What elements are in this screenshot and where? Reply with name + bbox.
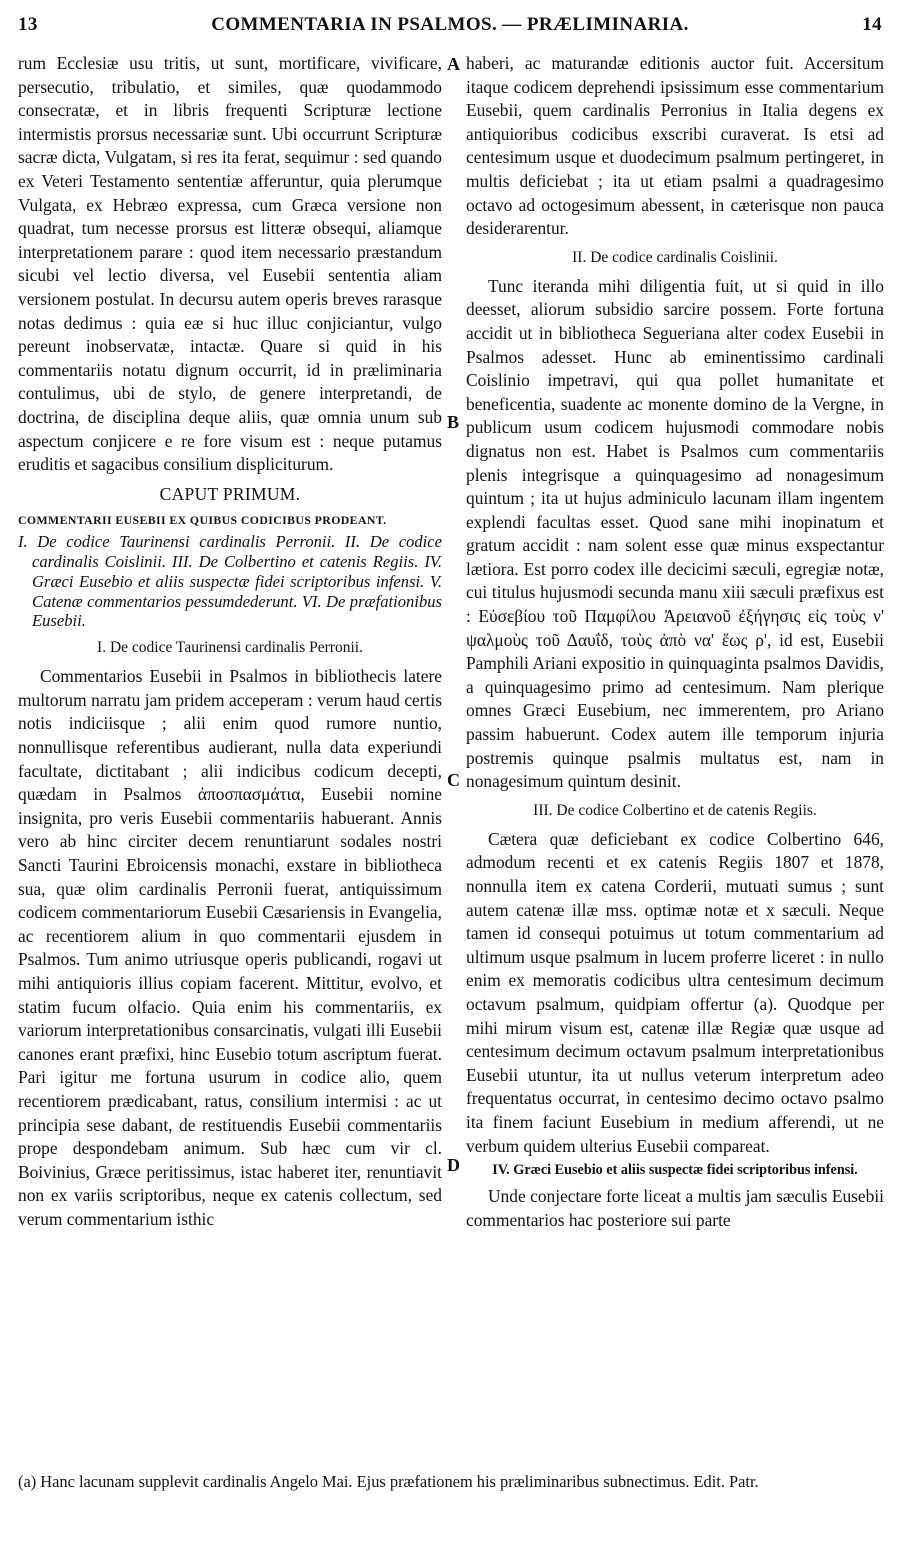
paragraph-graeci: Unde conjectare forte liceat a multis jam sæculis Eusebii commentarios hac posteriore sui parte [466,1186,884,1230]
margin-marker-d: D [447,1155,460,1175]
section-heading-1: I. De codice Taurinensi cardinalis Perronii. [97,639,363,657]
chapter-heading: CAPUT PRIMUM. [159,483,301,504]
paragraph-continuation: haberi, ac maturandæ editionis auctor fuit. Accersitum itaque codicem deprehendi ipsissimum esse commentarium Eusebii, quem cardinalis Perronius in Italia degens ex antiquioribus codicibus exscribi curaverat. Is etsi ad centesimum usque et duodecimum psalmum pertingeret, in multis deficiebat ; ita ut etiam psalmi a quadragesimo octavo ad octogesimum abessent, in cæterisque non pauca desiderarentur. [466,53,884,239]
chapter-summary-heading: COMMENTARII EUSEBII EX QUIBUS CODICIBUS PRODEANT. [18,513,387,528]
page-number-right: 14 [862,14,882,35]
section-heading-2: II. De codice cardinalis Coislinii. [572,248,778,266]
section-heading-3: III. De codice Colbertino et de catenis Regiis. [533,801,817,819]
chapter-summary: I. De codice Taurinensi cardinalis Perronii. II. De codice cardinalis Coislinii. III. De Colbertino et catenis Regiis. IV. Græci Eusebio et aliis suspectæ fidei scriptoribus infensi. V. Catenæ commentarios pessumdederunt. VI. De præfationibus Eusebii. [18,532,442,631]
section-heading-4: IV. Græci Eusebio et aliis suspectæ fidei scriptoribus infensi. [492,1162,858,1179]
paragraph-coislinii: Tunc iteranda mihi diligentia fuit, ut si quid in illo deesset, aliorum subsidio sarcire possem. Forte fortuna accidit ut in bibliotheca Segueriana alter codex Eusebii in Psalmos adesset. Hunc ab eminentissimo cardinali Coislinio impetravi, qui qua pollet humanitate et beneficentia, suadente ac monente domino de la Vergne, in publicum usum codicem hujusmodi commodare nobis dignatus non est. Habet is Psalmos cum commentariis plenis integrisque a quinquagesimo ad nonagesimum quintum ; ita ut hujus adminiculo lacunam illam ingentem explendi facultas esset. Quod sane mihi inopinatum et gratum accidit : nam solent esse quæ minus exspectantur lætiora. Est porro codex ille decicimi sæculi, egregiæ notæ, cui titulus hujusmodi secunda manu xiii sæculi præfixus est : Εὐσεβίου τοῦ Παμφίλου Ἀρειανοῦ ἐξήγησις εἰς τοὺς ν' ψαλμοὺς τοῦ Δαυΐδ, τοὺς ἀπὸ να' ἕως ρ', id est, Eusebii Pamphili Ariani expositio in quinquaginta psalmos Davidis, a quinquagesimo primo ad centesimum. Nam plerique omnes Græci Eusebium, nec immerentem, pro Ariano passim habuerunt. Codex autem ille temporum injuria postremis quinque psalmis multatus est, nam in nonagesimum quintum desinit. [466,275,884,792]
paragraph-colbertino: Cætera quæ deficiebant ex codice Colbertino 646, admodum recenti et ex catenis Regiis 1807 et 1878, nonnulla item ex catena Corderii, mutuati sumus ; sunt autem catenæ illæ mss. optimæ notæ et x sæculi. Neque tamen id consequi potuimus ut totum commentarium ad ultimum usque psalmum in lucem proferre liceret : in nullo enim ex memoratis codicibus ultra centesimum decimum octavum psalmum, quidpiam offertur (a). Quodque per mihi mirum visum est, catenæ illæ Regiæ quæ usque ad centesimum decimum octavum psalmum interpretationibus Eusebii utuntur, ita ut nullus veterum interpretum adeo frequentatus occurrat, in centesimo decimo octavo psalmo ita finem faciunt Eusebium in medium afferendi, ut ne verbum quidem ulterius Eusebii compareat. [466,828,884,1156]
paragraph-intro: rum Ecclesiæ usu tritis, ut sunt, mortificare, vivificare, persecutio, tribulatio, et similes, quæ quodammodo consecratæ, et in libris frequenti Scripturæ lectione intermistis prorsus necessariæ sunt. Ubi occurrunt Scripturæ sacræ dicta, Vulgatam, si res ita ferat, sequimur : sed quando ex Veteri Testamento sententiæ afferuntur, quia plerumque Vulgata, ex Hebræo expressa, cum Græca versione non quadrat, tum necesse prorsus est litteræ obsequi, aliamque interpretationem parare : quod item necessario præstandum sicubi vel lectio diversa, vel Eusebii sententia aliam versionem postulat. In decursu autem operis breves rarasque notas dedimus : quia eæ si huc illuc conjiciantur, vulgo pereunt inobservatæ, intactæ. Quare si quid in his commentariis notatu dignum occurrit, id in præliminaria contulimus, ubi de stylo, de genere interpretandi, de doctrina, de disciplina deque aliis, quæ omnia unum sub aspectum conjicere e re fore visum est : neque putamus eruditis et sagacibus consilium displiciturum. [18,53,442,475]
margin-marker-c: C [447,770,460,790]
paragraph-taurinensis: Commentarios Eusebii in Psalmos in bibliothecis latere multorum narratu jam pridem acceperam : verum haud certis notis indiciisque ; alii enim quod rumore nuntio, nonnullisque referentibus audierant, nulla data experiundi facultate, dictitabant ; alii indicibus codicum decepti, quædam in Psalmos ἀποσπασμάτια, Eusebii nomine insignita, pro veris Eusebii commentariis habuerant. Annis vero ab hinc circiter decem renuntiarunt sodales nostri Sancti Taurini Ebroicensis monachi, exstare in bibliotheca sua, quæ olim cardinalis Perronii fuerat, antiquissimum codicem commentariorum Eusebii Cæsariensis in Evangelia, ac recentiorem alium in quo commentarii ejusdem in Psalmos. Tum animo utriusque operis publicandi, rogavi ut mihi antiquioris illius copiam facerent. Mittitur, evolvo, et statim fucum olfacio. Quia enim his commentariis, ex variorum interpretationibus consarcinatis, vulgati illi Eusebii canones erant præfixi, hinc Eusebio totum ascriptum fuerat. Pari igitur me fortuna usurum in codice alio, quem recentiorem prædicabant, ratus, consilium intermisi : ac ut principia sese dabant, de restituendis Eusebii commentariis prope despondebam animum. Sub hæc cum vir cl. Boivinius, Græce peritissimus, istac haberet iter, renuntiavit non ex variis scriptoribus, neque ex catenis collectum, sed verum commentarium isthic [18,666,442,1229]
running-title: COMMENTARIA IN PSALMOS. — PRÆLIMINARIA. [211,14,689,35]
running-header [14,14,886,42]
margin-marker-a: A [447,54,460,74]
left-column [18,52,442,1232]
right-column [466,52,884,1232]
footnote: (a) Hanc lacunam supplevit cardinalis Angelo Mai. Ejus præfationem his præliminaribus subnectimus. Edit. Patr. [18,1472,759,1491]
page-number-left: 13 [18,14,38,35]
margin-marker-b: B [447,412,460,432]
